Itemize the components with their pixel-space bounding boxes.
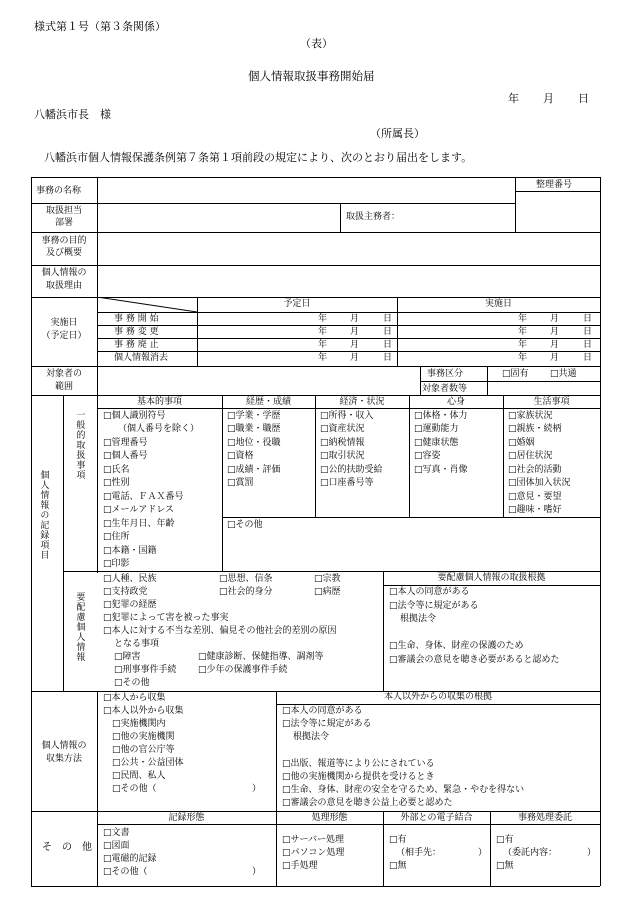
ymd-y: 年: [318, 340, 328, 350]
body-item[interactable]: □容姿: [414, 451, 441, 461]
collection-item[interactable]: □他の実施機関: [112, 732, 175, 742]
label-jimu-name: 事務の名称: [36, 186, 82, 196]
ymd-d: 日: [583, 353, 593, 363]
rec-item[interactable]: □その他（: [103, 867, 148, 877]
career-item[interactable]: □成績・評価: [227, 465, 281, 475]
label-record-items: 個人情報の記録項目: [38, 470, 49, 560]
header-proc-form: 処理形態: [311, 813, 348, 823]
label-collection-2: 収集方法: [45, 754, 82, 764]
sensitive-basis-item[interactable]: □生命、身体、財産の保護のため: [389, 641, 524, 651]
label-tantou-2: 部署: [54, 218, 73, 228]
page-title: 個人情報取扱事務開始届: [248, 69, 375, 83]
basic-item[interactable]: □性別: [103, 478, 130, 488]
sensitive-item[interactable]: □刑事事件手続: [114, 665, 177, 675]
paren-close: ）: [252, 867, 262, 877]
out-item[interactable]: □無: [496, 861, 514, 871]
ymd-y: 年: [318, 327, 328, 337]
economy-item[interactable]: □資産状況: [320, 424, 365, 434]
sensitive-item[interactable]: □少年の保護事件手続: [198, 665, 288, 675]
schedule-item-change: 事 務 変 更: [114, 327, 159, 337]
ymd-d: 日: [583, 314, 593, 324]
date-day: 日: [578, 92, 589, 105]
body-item[interactable]: □体格・体力: [414, 411, 468, 421]
header-body: 心身: [446, 397, 465, 407]
sensitive-item[interactable]: □障害: [114, 652, 141, 662]
header-outsourcing: 事務処理委託: [517, 813, 572, 823]
basic-item[interactable]: □管理番号: [103, 438, 148, 448]
header-collection-basis: 本人以外からの収集の根拠: [383, 692, 492, 702]
sensitive-basis-item[interactable]: □本人の同意がある: [389, 587, 470, 597]
basic-item[interactable]: □生年月日、年齢: [103, 519, 175, 529]
paren-close: ）: [478, 848, 488, 858]
intro-text: 八幡浜市個人情報保護条例第７条第１項前段の規定により、次のとおり届出をします。: [44, 151, 473, 164]
economy-item[interactable]: □公的扶助受給: [320, 465, 383, 475]
collection-basis-item[interactable]: □法令等に規定がある: [282, 719, 372, 729]
collection-item[interactable]: □本人以外から収集: [103, 706, 184, 716]
ymd-d: 日: [383, 353, 393, 363]
sensitive-item[interactable]: □思想、信条: [219, 574, 273, 584]
economy-item[interactable]: □所得・収入: [320, 411, 374, 421]
ext-item[interactable]: □有: [389, 835, 407, 845]
header-basic: 基本的事項: [136, 397, 182, 407]
collection-basis-item[interactable]: □審議会の意見を聴き公益上必要と認めた: [282, 798, 453, 808]
proc-item[interactable]: □パソコン処理: [282, 848, 345, 858]
schedule-item-erase: 個人情報消去: [114, 353, 169, 363]
header-economy: 経済・状況: [339, 397, 385, 407]
label-collection-1: 個人情報の: [41, 741, 87, 751]
out-item: （委託内容：: [503, 848, 558, 858]
economy-item[interactable]: □納税情報: [320, 438, 365, 448]
collection-item[interactable]: □本人から収集: [103, 693, 166, 703]
sensitive-basis-item: 根拠法令: [400, 614, 437, 624]
ymd-m: 月: [550, 327, 560, 337]
label-target-2: 範囲: [54, 382, 73, 392]
checkbox-koyu[interactable]: □固有: [502, 369, 529, 379]
ymd-m: 月: [550, 314, 560, 324]
ymd-d: 日: [583, 327, 593, 337]
life-item[interactable]: □団体加入状況: [508, 478, 571, 488]
sensitive-item[interactable]: □社会的身分: [219, 587, 273, 597]
form-number: 様式第１号（第３条関係）: [34, 20, 166, 33]
collection-basis-item[interactable]: □本人の同意がある: [282, 706, 363, 716]
label-count: 対象者数等: [422, 384, 468, 394]
basic-item[interactable]: □電話、ＦＡＸ番号: [103, 492, 184, 502]
other-item[interactable]: □その他: [227, 520, 263, 530]
life-item[interactable]: □趣味・嗜好: [508, 505, 562, 515]
checkbox-kyotsu[interactable]: □共通: [550, 369, 577, 379]
career-item[interactable]: □賞罰: [227, 478, 254, 488]
collection-item[interactable]: □公共・公益団体: [112, 758, 184, 768]
collection-basis-item[interactable]: □他の実施機関から提供を受けるとき: [282, 772, 435, 782]
basic-item[interactable]: □本籍・国籍: [103, 546, 157, 556]
department-head: （所属長）: [370, 127, 425, 140]
collection-item[interactable]: □民間、私人: [112, 771, 166, 781]
paren-close: ）: [587, 848, 597, 858]
paren-close: ）: [252, 784, 262, 794]
label-shuimu: 取扱主務者：: [346, 212, 401, 222]
sensitive-item[interactable]: □宗教: [314, 574, 341, 584]
life-item[interactable]: □居住状況: [508, 451, 553, 461]
ymd-m: 月: [350, 353, 360, 363]
basic-item[interactable]: □個人番号: [103, 451, 148, 461]
label-jisshi-1: 実施日: [50, 318, 78, 328]
ymd-d: 日: [583, 340, 593, 350]
label-actual: 実施日: [484, 299, 512, 309]
rec-item[interactable]: □電磁的記録: [103, 854, 157, 864]
header-sensitive-basis: 要配慮個人情報の取扱根拠: [437, 573, 546, 583]
career-item[interactable]: □学業・学歴: [227, 411, 281, 421]
header-life: 生活事項: [533, 397, 570, 407]
basic-item: （個人番号を除く）: [118, 424, 200, 434]
collection-item[interactable]: □実施機関内: [112, 719, 166, 729]
header-rec-form: 記録形態: [168, 813, 205, 823]
ymd-y: 年: [518, 353, 528, 363]
label-general: 一般的取扱事項: [74, 410, 85, 480]
label-jisshi-2: （予定日）: [41, 331, 87, 341]
sensitive-item[interactable]: □支持政党: [103, 587, 148, 597]
addressee: 八幡浜市長 様: [34, 108, 111, 121]
ymd-m: 月: [550, 340, 560, 350]
career-item[interactable]: □地位・役職: [227, 438, 281, 448]
body-item[interactable]: □運動能力: [414, 424, 459, 434]
label-mokuteki-2: 及び概要: [45, 248, 82, 258]
sensitive-item[interactable]: □健康診断、保健指導、調剤等: [198, 652, 324, 662]
economy-item[interactable]: □取引状況: [320, 451, 365, 461]
ymd-y: 年: [518, 340, 528, 350]
sensitive-item: となる事項: [114, 639, 160, 649]
life-item[interactable]: □社会的活動: [508, 465, 562, 475]
collection-item[interactable]: □その他（: [112, 784, 157, 794]
basic-item[interactable]: □住所: [103, 532, 130, 542]
career-item[interactable]: □資格: [227, 451, 254, 461]
ymd-y: 年: [318, 314, 328, 324]
body-item[interactable]: □写真・肖像: [414, 465, 468, 475]
label-sensitive: 要配慮個人情報: [74, 592, 85, 662]
label-mokuteki-1: 事務の目的: [41, 236, 87, 246]
ymd-m: 月: [350, 314, 360, 324]
proc-item[interactable]: □サーバー処理: [282, 835, 345, 845]
sensitive-item[interactable]: □その他: [114, 678, 150, 688]
label-riyuu-2: 取扱理由: [45, 281, 82, 291]
basic-item[interactable]: □印影: [103, 559, 130, 569]
out-item[interactable]: □有: [496, 835, 514, 845]
label-other: そ の 他: [42, 842, 92, 853]
ymd-d: 日: [383, 314, 393, 324]
sensitive-item[interactable]: □犯罪によって害を被った事実: [103, 613, 229, 623]
collection-basis-item: 根拠法令: [293, 732, 330, 742]
diagonal-line: [97, 297, 197, 312]
label-riyuu-1: 個人情報の: [41, 268, 87, 278]
basic-item[interactable]: □氏名: [103, 465, 130, 475]
body-item[interactable]: □健康状態: [414, 438, 459, 448]
ymd-d: 日: [383, 340, 393, 350]
date-month: 月: [543, 92, 554, 105]
header-career: 経歴・成績: [245, 397, 291, 407]
collection-basis-item[interactable]: □生命、身体、財産の安全を守るため、緊急・やむを得ない: [282, 785, 525, 795]
ymd-m: 月: [350, 340, 360, 350]
collection-item[interactable]: □他の官公庁等: [112, 745, 175, 755]
life-item[interactable]: □意見・要望: [508, 492, 562, 502]
ymd-m: 月: [350, 327, 360, 337]
label-tantou-1: 取扱担当: [45, 206, 82, 216]
economy-item[interactable]: □口座番号等: [320, 478, 374, 488]
life-item[interactable]: □婚姻: [508, 438, 535, 448]
life-item[interactable]: □親族・続柄: [508, 424, 562, 434]
proc-item[interactable]: □手処理: [282, 861, 318, 871]
label-kubun: 事務区分: [427, 369, 464, 379]
ymd-d: 日: [383, 327, 393, 337]
sensitive-basis-item[interactable]: □法令等に規定がある: [389, 601, 479, 611]
ymd-y: 年: [518, 314, 528, 324]
sensitive-item[interactable]: □犯罪の経歴: [103, 600, 157, 610]
basic-item[interactable]: □メールアドレス: [103, 505, 175, 515]
label-planned: 予定日: [283, 299, 311, 309]
ymd-y: 年: [518, 327, 528, 337]
schedule-item-start: 事 務 開 始: [114, 314, 159, 324]
career-item[interactable]: □職業・職歴: [227, 424, 281, 434]
collection-basis-item[interactable]: □出版、報道等により公にされている: [282, 759, 435, 769]
sensitive-item[interactable]: □人種、民族: [103, 574, 157, 584]
form-side: （表）: [300, 37, 333, 50]
rec-item[interactable]: □図面: [103, 841, 130, 851]
ymd-m: 月: [550, 353, 560, 363]
ext-item: （相手先：: [396, 848, 442, 858]
ext-item[interactable]: □無: [389, 861, 407, 871]
sensitive-item[interactable]: □本人に対する不当な差別、偏見その他社会的差別の原因: [103, 626, 337, 636]
sensitive-item[interactable]: □病歴: [314, 587, 341, 597]
sensitive-basis-item[interactable]: □審議会の意見を聴き必要があると認めた: [389, 655, 560, 665]
schedule-item-abolish: 事 務 廃 止: [114, 340, 159, 350]
rec-item[interactable]: □文書: [103, 828, 130, 838]
life-item[interactable]: □家族状況: [508, 411, 553, 421]
basic-item[interactable]: □個人識別符号: [103, 411, 166, 421]
label-seiri-no: 整理番号: [536, 180, 573, 190]
date-year: 年: [508, 92, 519, 105]
header-ext-link: 外部との電子結合: [400, 813, 473, 823]
label-target-1: 対象者の: [45, 369, 82, 379]
ymd-y: 年: [318, 353, 328, 363]
